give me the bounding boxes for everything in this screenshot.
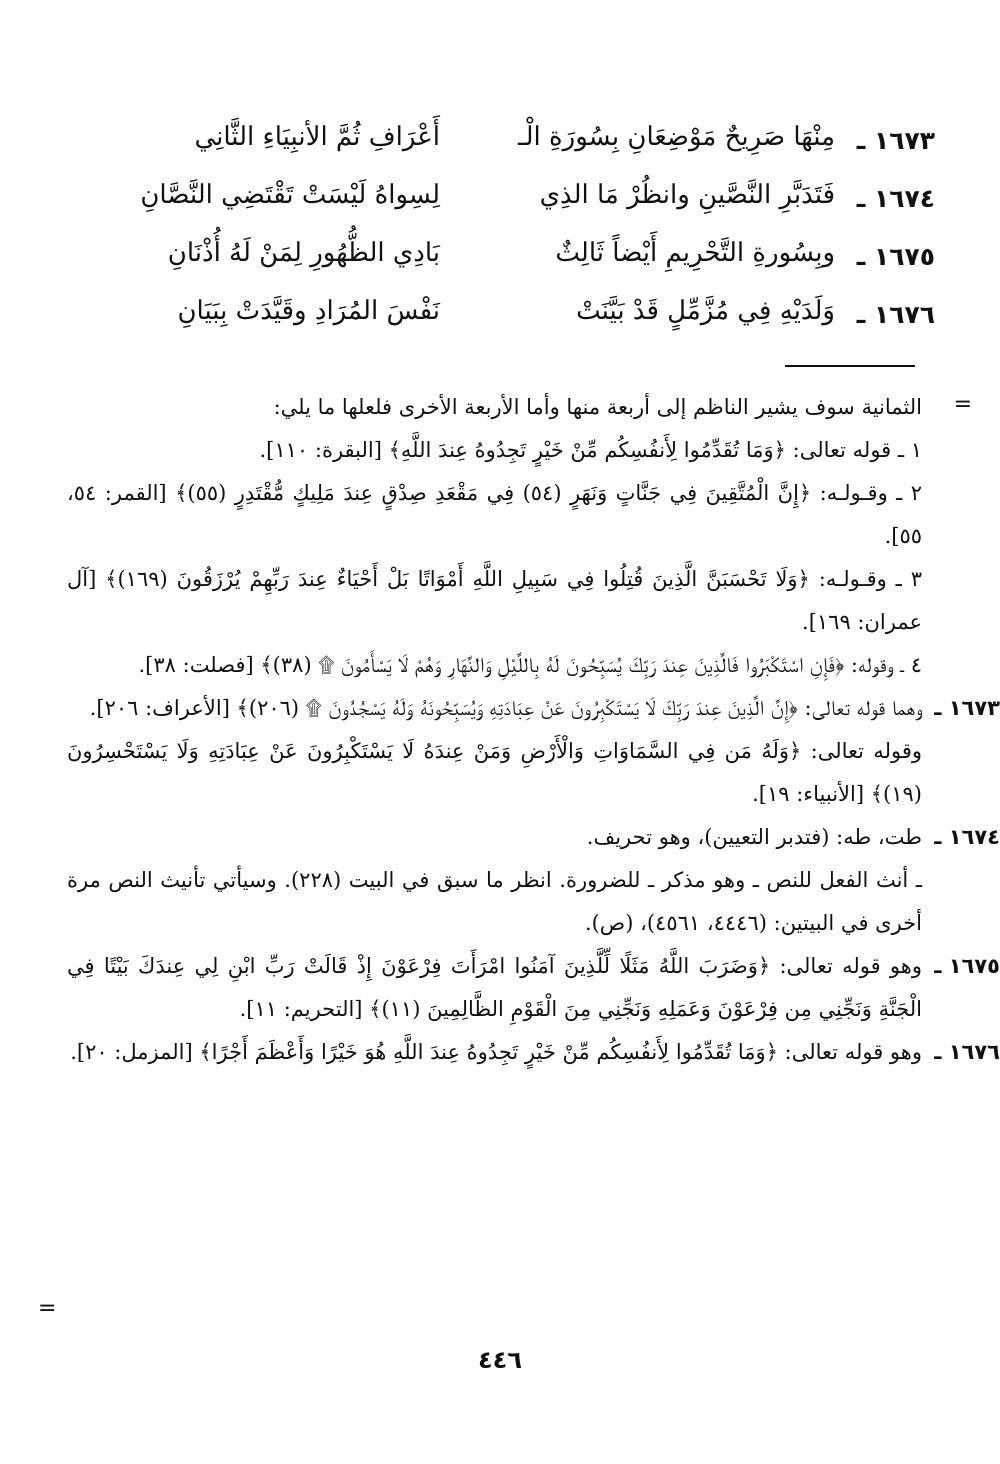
footnote-list-item: ٤ ـ وقوله: ﴿فَإِنِ اسْتَكْبَرُوا فَالَّذِينَ عِندَ رَبِّكَ يُسَبِّحُونَ لَهُ بِاللَّيْلِ وَالنَّهَارِ وَهُمْ لَا يَسْأَمُونَ ۩ (٣٨)﴾ [فصلت: ٣٨]. xyxy=(138,653,922,677)
footnote-separator xyxy=(785,365,915,367)
footnote-list-item: ٢ ـ وقـولـه: ﴿إِنَّ الْمُتَّقِينَ فِي جَنَّاتٍ وَنَهَرٍ (٥٤) فِي مَقْعَدِ صِدْقٍ عِندَ مَلِيكٍ مُّقْتَدِرٍ (٥٥)﴾ [القمر: ٥٤، ٥٥]. xyxy=(67,481,923,548)
verse-second-hemistich: نَفْسَ المُرَادِ وقَيَّدَتْ بِبَيَانِ xyxy=(177,296,440,326)
verse-second-hemistich: أَعْرَافِ ثُمَّ الأنبِيَاءِ الثَّانِي xyxy=(194,122,440,152)
footnote-text: وهما قوله تعالى: ﴿إِنَّ الَّذِينَ عِندَ رَبِّكَ لَا يَسْتَكْبِرُونَ عَنْ عِبَادَتِهِ وَيُسَبِّحُونَهُ وَلَهُ يَسْجُدُونَ ۩ (٢٠٦)﴾ [الأعراف: ٢٠٦]. xyxy=(89,696,922,720)
footnotes xyxy=(67,386,1000,1074)
page-number: ٤٤٦ xyxy=(478,1346,522,1374)
verse-number: ١٦٧٤ ـ xyxy=(856,184,935,213)
verse-number: ١٦٧٥ ـ xyxy=(856,242,935,271)
footnote-1675 xyxy=(67,945,1000,1031)
footnote-text: وقوله تعالى: ﴿وَلَهُ مَن فِي السَّمَاوَاتِ وَالْأَرْضِ وَمَنْ عِندَهُ لَا يَسْتَكْبِرُونَ عَنْ عِبَادَتِهِ وَلَا يَسْتَحْسِرُونَ (١٩)﴾ [الأنبياء: ١٩]. xyxy=(67,739,922,806)
footnote-1676 xyxy=(67,1031,1000,1074)
footnote-continuation xyxy=(67,386,972,687)
verse-1675 xyxy=(55,234,935,292)
verse-number: ١٦٧٦ ـ xyxy=(856,300,935,329)
footnote-text: وهو قوله تعالى: ﴿وَضَرَبَ اللَّهُ مَثَلًا لِّلَّذِينَ آمَنُوا امْرَأَتَ فِرْعَوْنَ إِذْ قَالَتْ رَبِّ ابْنِ لِي عِندَكَ بَيْتًا فِي الْجَنَّةِ وَنَجِّنِي مِن فِرْعَوْنَ وَعَمَلِهِ وَنَجِّنِي مِنَ الْقَوْمِ الظَّالِمِينَ (١١)﴾ [التحريم: ١١]. xyxy=(67,954,922,1021)
verse-1676 xyxy=(55,292,935,350)
footnote-list-item: ٣ ـ وقـولـه: ﴿وَلَا تَحْسَبَنَّ الَّذِينَ قُتِلُوا فِي سَبِيلِ اللَّهِ أَمْوَاتًا بَلْ أَحْيَاءٌ عِندَ رَبِّهِمْ يُرْزَقُونَ (١٦٩)﴾ [آل عمران: ١٦٩]. xyxy=(67,567,922,634)
verse-second-hemistich: بَادِي الظُّهُورِ لِمَنْ لَهُ أُذْنَانِ xyxy=(167,238,440,268)
verse-1674 xyxy=(55,176,935,234)
continued-mark: = xyxy=(38,1296,57,1321)
verse-first-hemistich: فَتَدَبَّرِ النَّصَّينِ وانظُرْ مَا الذِي xyxy=(539,180,835,210)
verse-first-hemistich: مِنْهَا صَرِيحٌ مَوْضِعَانِ بِسُورَةِ الْـ xyxy=(518,122,835,152)
footnote-number: ١٦٧٦ ـ xyxy=(934,1040,1000,1064)
footnote-1673 xyxy=(67,687,1000,816)
footnote-number: ١٦٧٥ ـ xyxy=(934,954,1000,978)
poem-verses xyxy=(55,118,935,350)
verse-first-hemistich: وبِسُورةِ التَّحْرِيمِ أَيْضاً ثَالِثٌ xyxy=(555,238,835,268)
footnote-list-item: ١ ـ قوله تعالى: ﴿وَمَا تُقَدِّمُوا لِأَنفُسِكُم مِّنْ خَيْرٍ تَجِدُوهُ عِندَ اللَّهِ﴾ [البقرة: ١١٠]. xyxy=(259,438,922,462)
footnote-number: ١٦٧٣ ـ xyxy=(934,696,1000,720)
footnote-text: طت، طه: (فتدبر التعيين)، وهو تحريف. xyxy=(586,825,922,849)
footnote-text: ـ أنث الفعل للنص ـ وهو مذكر ـ للضرورة. انظر ما سبق في البيت (٢٢٨). وسيأتي تأنيث النص مرة أخرى في البيتين: (٤٤٤٦، ٤٥٦١)، (ص). xyxy=(67,868,922,935)
verse-second-hemistich: لِسِواهُ لَيْسَتْ تَقْتَضِي النَّصَّانِ xyxy=(140,180,440,210)
verse-first-hemistich: وَلَدَيْهِ فِي مُزَّمِّلٍ قَدْ بَيَّنَتْ xyxy=(576,296,835,326)
footnote-text: وهو قوله تعالى: ﴿وَمَا تُقَدِّمُوا لِأَنفُسِكُم مِّنْ خَيْرٍ تَجِدُوهُ عِندَ اللَّهِ هُوَ خَيْرًا وَأَعْظَمَ أَجْرًا﴾ [المزمل: ٢٠]. xyxy=(70,1040,922,1064)
continuation-mark: = xyxy=(953,392,972,417)
verse-number: ١٦٧٣ ـ xyxy=(856,126,935,155)
footnote-1674 xyxy=(67,816,1000,945)
footnote-intro: الثمانية سوف يشير الناظم إلى أربعة منها وأما الأربعة الأخرى فلعلها ما يلي: xyxy=(273,395,922,419)
footnote-number: ١٦٧٤ ـ xyxy=(934,825,1000,849)
verse-1673 xyxy=(55,118,935,176)
